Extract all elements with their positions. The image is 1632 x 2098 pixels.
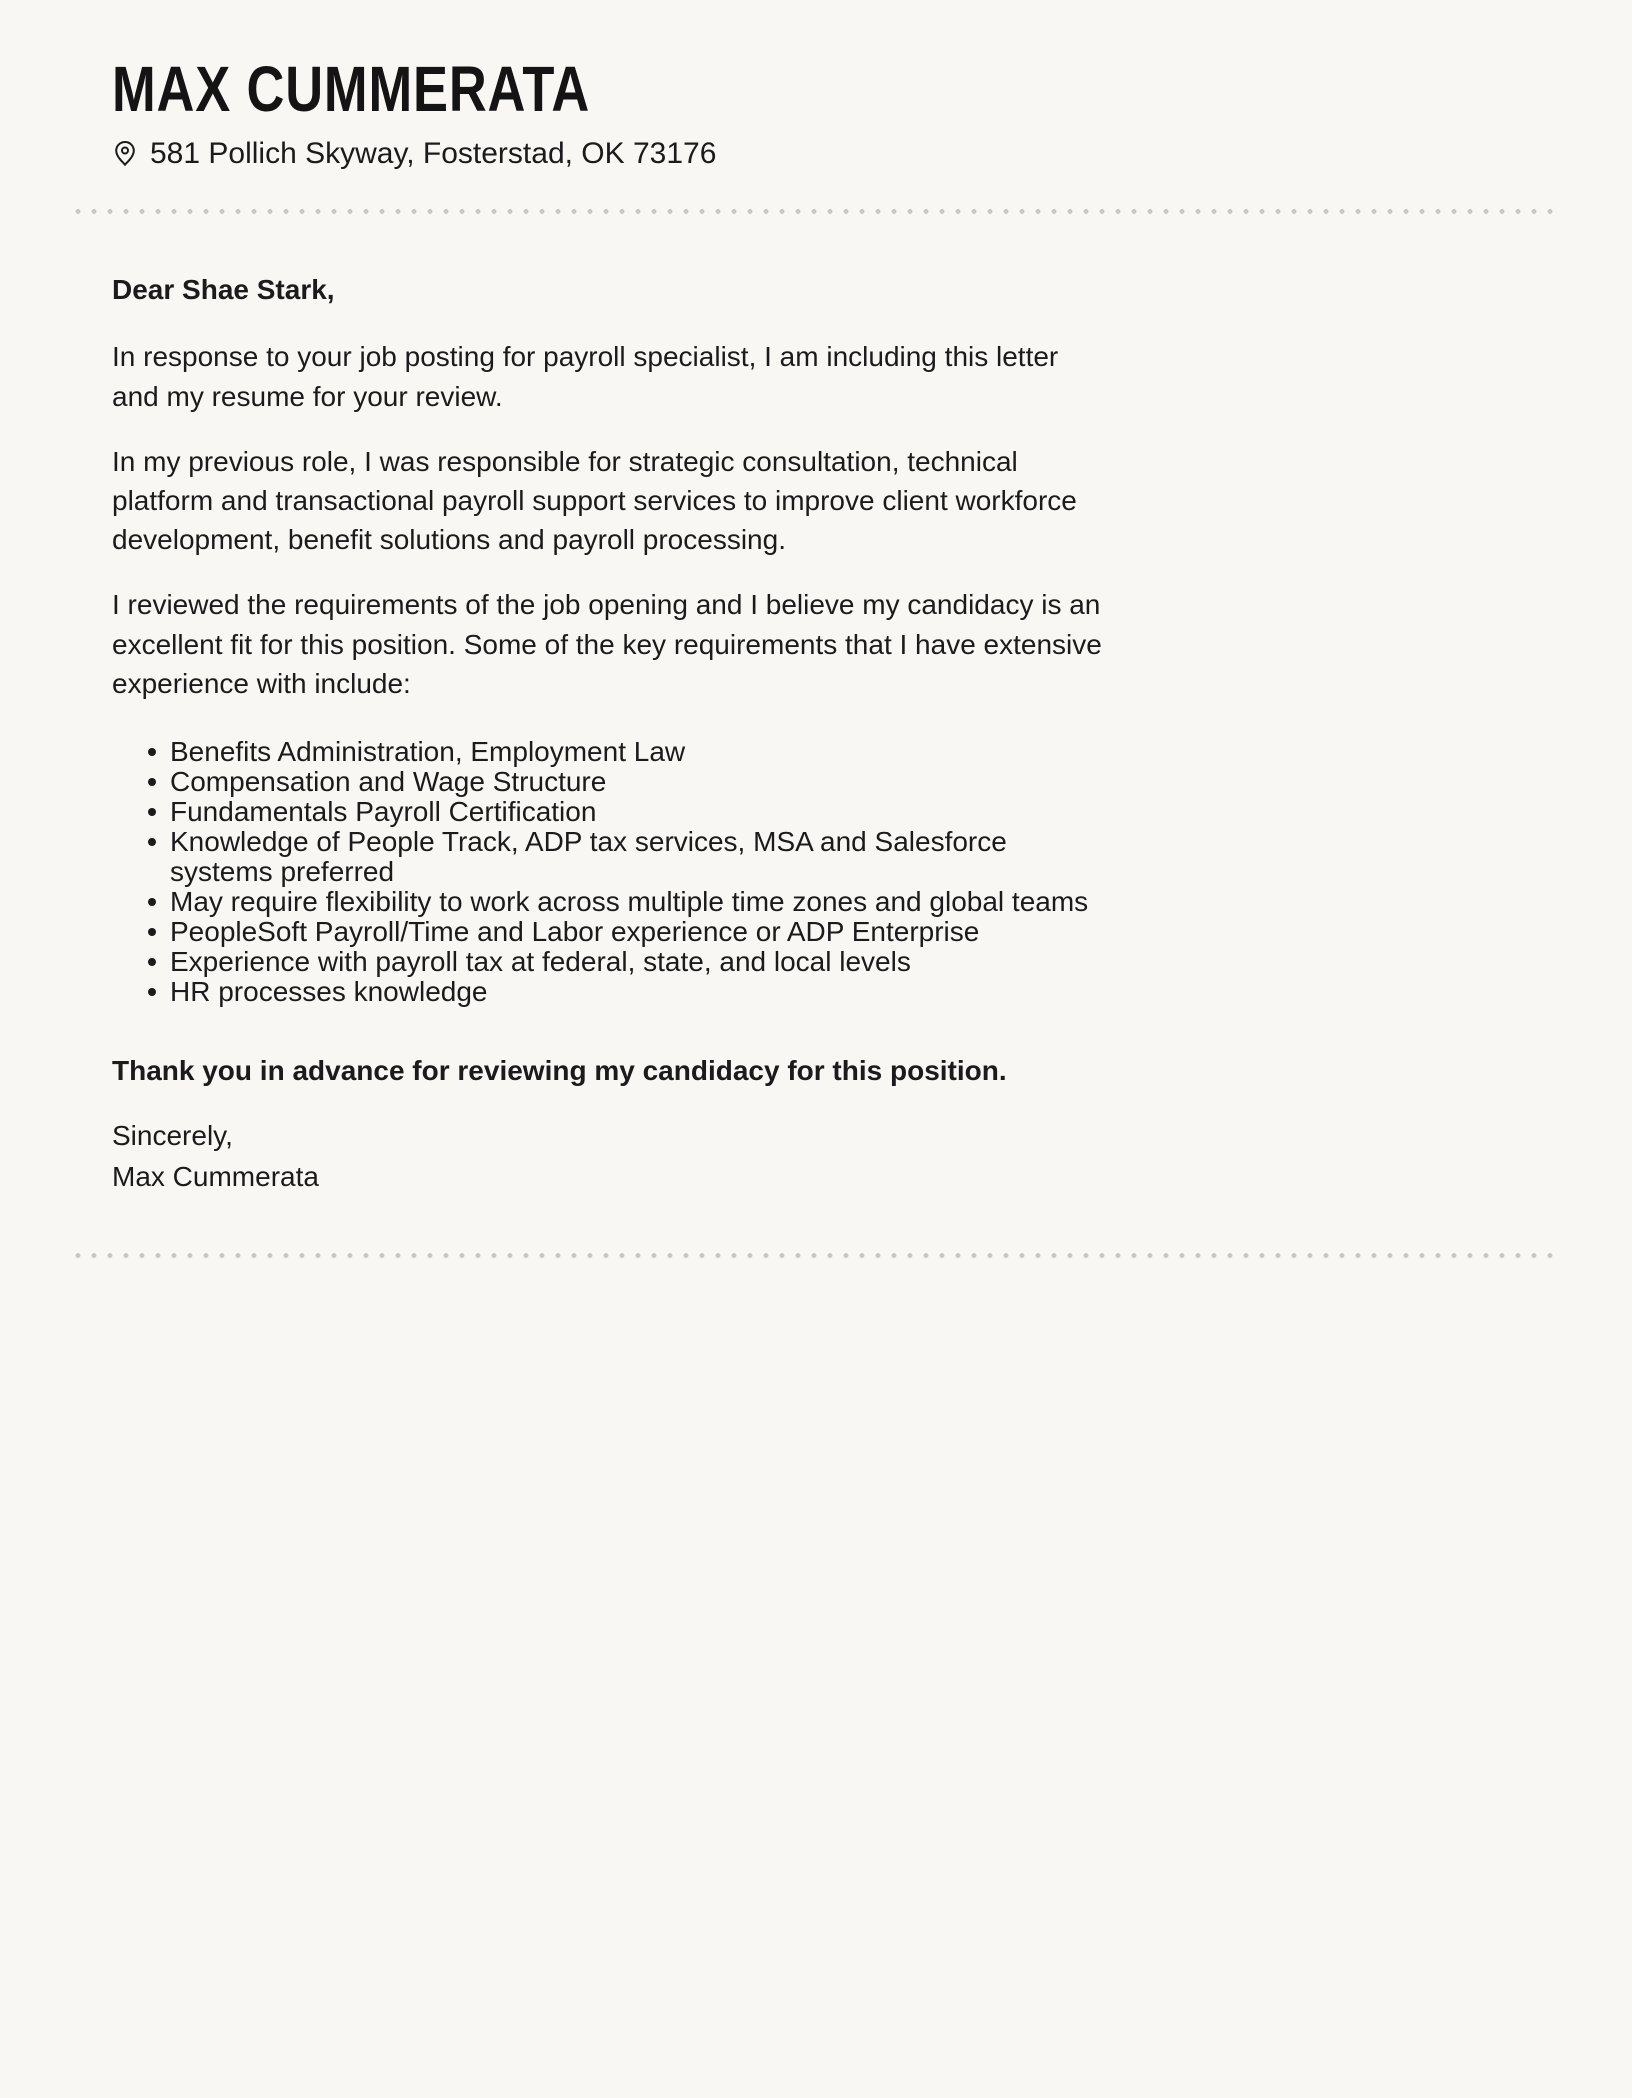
salutation: Dear Shae Stark, [112,274,335,306]
list-item: Knowledge of People Track, ADP tax services, MSA and Salesforce systems preferred [170,827,1112,887]
list-item: HR processes knowledge [170,977,1112,1007]
list-item: May require flexibility to work across multiple time zones and global teams [170,887,1112,917]
signoff-block [112,1116,1112,1197]
letter-text-column [112,270,1112,1197]
bottom-dotted-divider [70,1253,1562,1258]
candidate-address: 581 Pollich Skyway, Fosterstad, OK 73176 [150,137,717,171]
list-item: PeopleSoft Payroll/Time and Labor experience or ADP Enterprise [170,917,1112,947]
header [0,0,1632,171]
letter-body [0,214,1112,1197]
paragraph-previous-role: In my previous role, I was responsible for strategic consultation, technical platform and transactional payroll support services to improve client workforce development, benefit solutions and payroll processing. [112,445,1077,556]
list-item: Fundamentals Payroll Certification [170,797,1112,827]
candidate-name: MAX CUMMERATA [112,53,591,125]
list-item: Experience with payroll tax at federal, state, and local levels [170,947,1112,977]
signature-name: Max Cummerata [112,1160,319,1192]
list-item: Benefits Administration, Employment Law [170,737,1112,767]
paragraph-intro: In response to your job posting for payroll specialist, I am including this letter and my resume for your review. [112,341,1059,412]
list-item: Compensation and Wage Structure [170,767,1112,797]
closing-statement: Thank you in advance for reviewing my candidacy for this position. [112,1054,1007,1086]
location-pin-icon [112,139,138,169]
paragraph-requirements-intro: I reviewed the requirements of the job opening and I believe my candidacy is an excellent fit for this position. Some of the key requirements that I have extensive experience with include: [112,589,1102,699]
signoff-sincerely: Sincerely, [112,1120,233,1152]
requirements-list [112,737,1112,1007]
address-row [112,137,1632,171]
